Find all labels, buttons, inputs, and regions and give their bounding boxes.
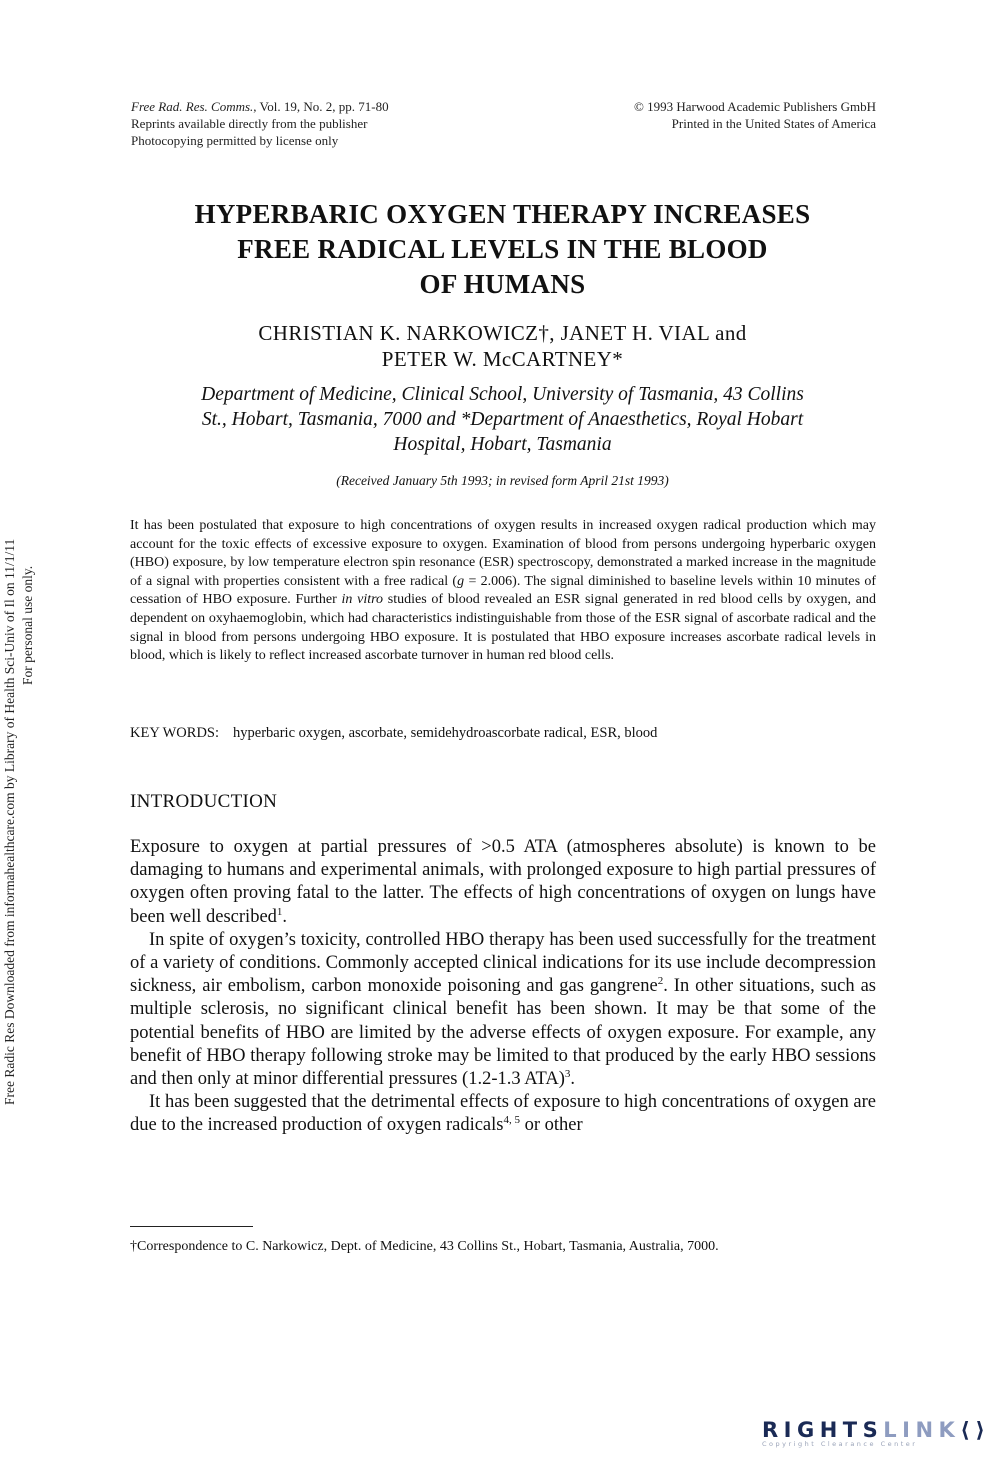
paragraph-text: Exposure to oxygen at partial pressures of >0.5 ATA (atmospheres absolute) is known to be damaging to humans and experimental animals, with prolonged exposure to high partial pressures of oxygen often proving fatal to the latter. The effects of high concentrations of oxygen on lungs have been well described	[130, 837, 876, 927]
paragraph-text: It has been suggested that the detrimental effects of exposure to high concentrations of oxygen are due to the increased production of oxygen radicals	[130, 1092, 876, 1136]
journal-name: Free Rad. Res. Comms.	[131, 99, 254, 114]
affiliation-line: Department of Medicine, Clinical School, University of Tasmania, 43 Collins	[201, 384, 804, 405]
side-watermark	[0, 370, 48, 1130]
keywords	[130, 725, 876, 742]
title-line: FREE RADICAL LEVELS IN THE BLOOD	[237, 234, 768, 264]
watermark-personal-use-line: For personal use only.	[20, 565, 35, 685]
g-factor-symbol: g	[457, 573, 465, 589]
rightslink-logo[interactable]	[762, 1418, 991, 1456]
author-list	[130, 320, 875, 372]
abstract-text: It has been postulated that exposure to high concentrations of oxygen results in increased oxygen radical production which may account for the toxic effects of excessive exposure to oxygen. Examination of blood from persons undergoing hyperbaric oxygen (HBO) exposure, by low temperature electron spin resonance (ESR) spectroscopy, demonstrated a marked increase in the magnitude of a signal with properties consistent with a free radical (	[130, 518, 876, 589]
affiliation-line: St., Hobart, Tasmania, 7000 and *Department of Anaesthetics, Royal Hobart	[201, 409, 804, 430]
affiliation	[130, 382, 875, 457]
copyright-notice: © 1993 Harwood Academic Publishers GmbH	[633, 99, 876, 114]
affiliation-line: Hospital, Hobart, Tasmania	[393, 434, 612, 455]
paragraph-text: In spite of oxygen’s toxicity, controlled HBO therapy has been used successfully for the treatment of a variety of conditions. Commonly accepted clinical indications for its use include decompression sickness, air embolism, carbon monoxide poisoning and gas gangrene	[130, 929, 876, 997]
abstract	[130, 517, 876, 666]
paragraph-text: .	[570, 1069, 576, 1090]
title-line: OF HUMANS	[419, 269, 586, 299]
reference-marker[interactable]: 3	[564, 1067, 571, 1080]
paragraph-text: or other	[519, 1115, 583, 1136]
paragraph	[130, 929, 876, 1091]
reference-marker[interactable]: 1	[276, 905, 283, 918]
in-vitro-term: in vitro	[341, 592, 384, 608]
watermark-download-line: Free Radic Res Downloaded from informahealthcare.com by Library of Health Sci-Univ of Il on 11/1/11	[2, 538, 17, 1105]
paragraph-text: .	[282, 906, 288, 927]
received-dates: (Received January 5th 1993; in revised form April 21st 1993)	[336, 473, 669, 488]
journal-citation	[131, 98, 389, 115]
abstract-text: studies of blood revealed an ESR signal generated in red blood cells by oxygen, and dependent on oxyhaemoglobin, which had characteristics indistinguishable from those of the ESR signal of ascorbate radical and the signal in blood from persons undergoing HBO exposure. It is postulated that HBO exposure increases ascorbate radical levels in blood, which is likely to reflect increased ascorbate turnover in human red blood cells.	[130, 592, 877, 664]
keywords-text: hyperbaric oxygen, ascorbate, semidehydroascorbate radical, ESR, blood	[233, 725, 658, 741]
printed-location: Printed in the United States of America	[671, 116, 876, 131]
journal-volume: , Vol. 19, No. 2, pp. 71-80	[253, 99, 389, 114]
author-line: PETER W. McCARTNEY*	[381, 347, 624, 371]
author-line: CHRISTIAN K. NARKOWICZ†, JANET H. VIAL and	[258, 321, 747, 345]
journal-citation-block	[131, 98, 389, 149]
title-line: HYPERBARIC OXYGEN THERAPY INCREASES	[194, 199, 811, 229]
keywords-label: KEY WORDS:	[130, 725, 220, 741]
footnote-divider	[130, 1226, 253, 1227]
introduction-body	[130, 836, 876, 1138]
publisher-block	[560, 98, 876, 132]
paragraph	[130, 1091, 876, 1137]
section-heading: INTRODUCTION	[130, 791, 278, 812]
reference-marker[interactable]: 2	[657, 975, 664, 988]
chevron-icon: ⟨⟩	[960, 1418, 991, 1442]
correspondence-footnote: †Correspondence to C. Narkowicz, Dept. of Medicine, 43 Collins St., Hobart, Tasmania, Australia, 7000.	[130, 1239, 719, 1254]
reprints-note: Reprints available directly from the publisher	[131, 116, 368, 131]
logo-dark-part: RIGHTS	[762, 1418, 884, 1442]
rightslink-wordmark	[762, 1418, 991, 1442]
paragraph-text: . In other situations, such as multiple sclerosis, no significant clinical benefit has been shown. It may be that some of the potential benefits of HBO are limited by the adverse effects of oxygen exposure. For example, any benefit of HBO therapy following stroke may be limited to that produced by the early HBO sessions and then only at minor differential pressures (1.2-1.3 ATA)	[130, 976, 876, 1090]
logo-tagline: Copyright Clearance Center	[762, 1440, 918, 1448]
paper-title	[130, 197, 875, 302]
logo-light-part: LINK	[883, 1418, 961, 1442]
abstract-text: = 2.006). The signal diminished to baseline levels within 10 minutes of cessation of HBO exposure. Further	[130, 573, 877, 608]
reference-marker[interactable]: 4, 5	[503, 1114, 520, 1127]
photocopy-note: Photocopying permitted by license only	[131, 133, 339, 148]
paragraph	[130, 836, 876, 929]
